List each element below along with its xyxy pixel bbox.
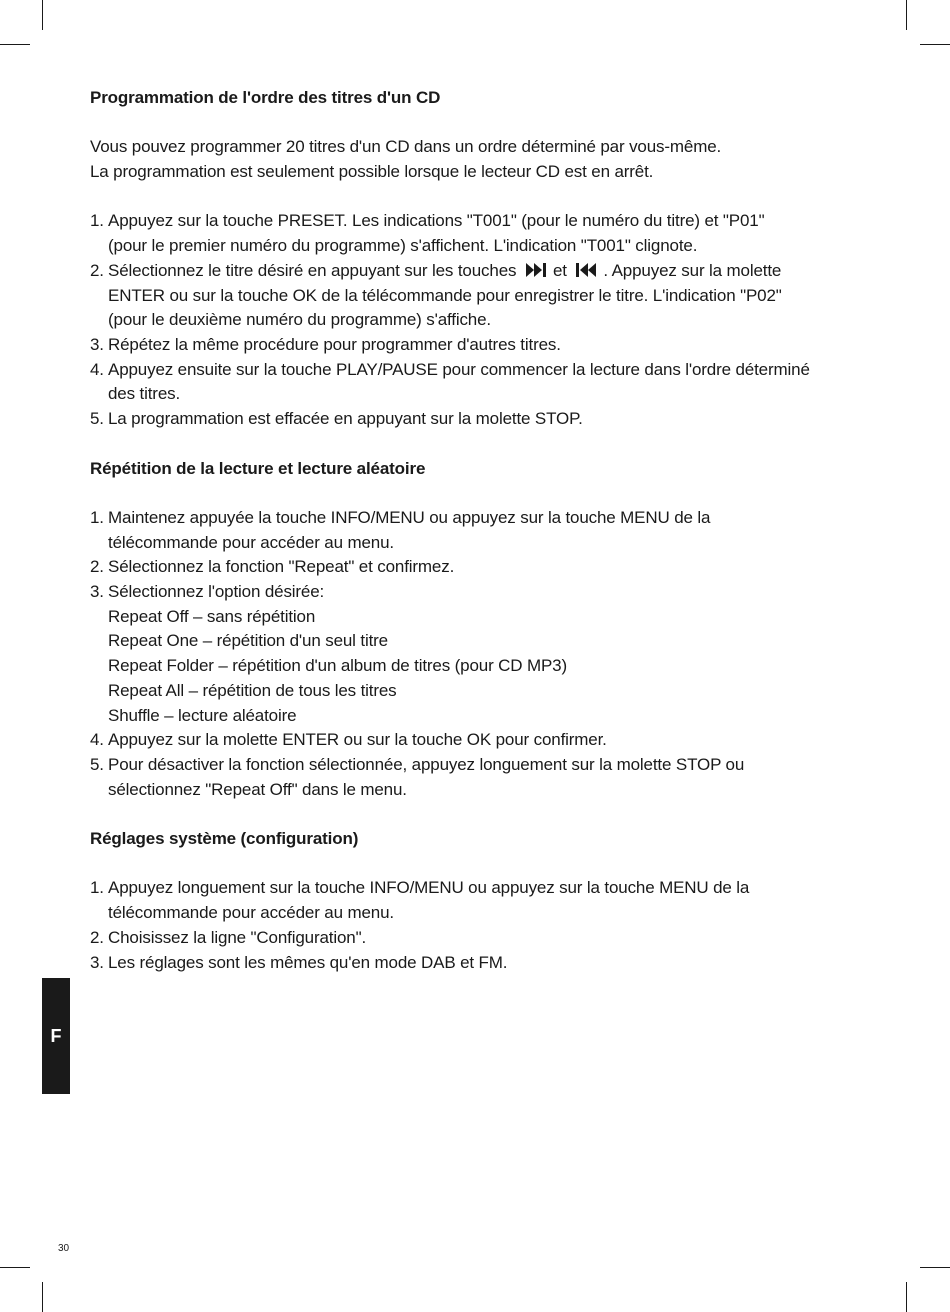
item-number: 1.: [90, 878, 104, 898]
crop-mark: [42, 0, 43, 30]
item-text: télécommande pour accéder au menu.: [108, 903, 394, 923]
option-text: Repeat One – répétition d'un seul titre: [108, 631, 388, 651]
crop-mark: [906, 1282, 907, 1312]
section-title-programming: Programmation de l'ordre des titres d'un CD: [90, 88, 441, 107]
item-text-with-icons: [108, 259, 870, 284]
list-item: [90, 951, 870, 976]
item-text: Sélectionnez l'option désirée:: [108, 582, 325, 601]
item-number: 3.: [90, 582, 104, 601]
item-text: Répétez la même procédure pour programmer d'autres titres.: [108, 335, 561, 354]
list-item: [90, 506, 870, 555]
list-item: [90, 580, 870, 728]
item-text: Sélectionnez le titre désiré en appuyant sur les touches: [108, 260, 517, 280]
section-title-repeat: Répétition de la lecture et lecture aléatoire: [90, 458, 426, 478]
skip-next-icon: [524, 262, 550, 278]
item-text: (pour le premier numéro du programme) s'affichent. L'indication "T001" clignote.: [108, 236, 698, 256]
item-number: 1.: [90, 507, 104, 527]
item-text: Sélectionnez la fonction "Repeat" et confirmez.: [108, 557, 455, 577]
item-text: Appuyez sur la molette ENTER ou sur la touche OK pour confirmer.: [108, 730, 607, 750]
list-item: [90, 209, 870, 258]
crop-mark: [906, 0, 907, 30]
page-content: [90, 86, 870, 975]
crop-mark: [42, 1282, 43, 1312]
list-item: [90, 555, 870, 580]
item-text: Appuyez sur la touche PRESET. Les indications "T001" (pour le numéro du titre) et "P01": [108, 211, 765, 231]
list-item: [90, 753, 870, 802]
item-text: (pour le deuxième numéro du programme) s'affiche.: [108, 310, 491, 330]
item-text: sélectionnez "Repeat Off" dans le menu.: [108, 779, 407, 799]
option-text: Repeat All – répétition de tous les titres: [108, 680, 397, 700]
item-text: Choisissez la ligne "Configuration".: [108, 927, 367, 947]
language-tab-label: F: [50, 1025, 62, 1046]
item-number: 2.: [90, 260, 104, 280]
item-number: 3.: [90, 335, 104, 354]
item-number: 3.: [90, 952, 104, 972]
list-item: [90, 333, 870, 358]
intro-text: La programmation est seulement possible lorsque le lecteur CD est en arrêt.: [90, 162, 654, 182]
intro-text: Vous pouvez programmer 20 titres d'un CD dans un ordre déterminé par vous-même.: [90, 137, 722, 157]
crop-mark: [920, 44, 950, 45]
item-text: Appuyez longuement sur la touche INFO/MENU ou appuyez sur la touche MENU de la: [108, 878, 750, 898]
item-text: Pour désactiver la fonction sélectionnée, appuyez longuement sur la molette STOP ou: [108, 754, 745, 774]
item-text: . Appuyez sur la molette: [603, 260, 782, 280]
list-item: [90, 876, 870, 925]
list-item: [90, 358, 870, 407]
crop-mark: [0, 1267, 30, 1268]
option-text: Shuffle – lecture aléatoire: [108, 705, 297, 725]
item-text: La programmation est effacée en appuyant sur la molette STOP.: [108, 409, 583, 429]
item-text: ENTER ou sur la touche OK de la télécommande pour enregistrer le titre. L'indication "P02": [108, 285, 782, 305]
option-text: Repeat Off – sans répétition: [108, 606, 316, 626]
item-text: Maintenez appuyée la touche INFO/MENU ou appuyez sur la touche MENU de la: [108, 507, 711, 527]
language-tab: [42, 978, 70, 1094]
item-number: 4.: [90, 730, 104, 750]
list-item: [90, 728, 870, 753]
item-number: 2.: [90, 927, 104, 947]
item-number: 2.: [90, 557, 104, 577]
crop-mark: [0, 44, 30, 45]
item-number: 4.: [90, 359, 104, 379]
crop-mark: [920, 1267, 950, 1268]
item-number: 5.: [90, 754, 104, 774]
list-item: [90, 926, 870, 951]
item-text: télécommande pour accéder au menu.: [108, 532, 394, 552]
item-text: Les réglages sont les mêmes qu'en mode DAB et FM.: [108, 952, 508, 972]
item-text: Appuyez ensuite sur la touche PLAY/PAUSE pour commencer la lecture dans l'ordre déterminé: [108, 359, 810, 379]
item-number: 1.: [90, 211, 104, 231]
option-text: Repeat Folder – répétition d'un album de titres (pour CD MP3): [108, 656, 567, 676]
page-number: 30: [58, 1243, 70, 1254]
item-number: 5.: [90, 409, 104, 429]
skip-previous-icon: [574, 262, 600, 278]
section-title-configuration: Réglages système (configuration): [90, 829, 359, 849]
item-text: et: [552, 260, 567, 280]
list-item: [90, 259, 870, 333]
list-item: [90, 407, 870, 432]
item-text: des titres.: [108, 384, 181, 404]
